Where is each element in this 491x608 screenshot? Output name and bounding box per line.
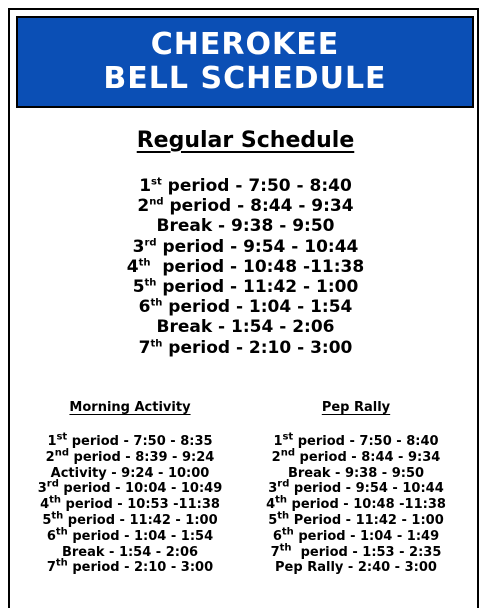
schedule-row xyxy=(0,216,491,236)
period-time: period - 1:04 - 1:49 xyxy=(293,528,440,544)
ordinal-suffix: th xyxy=(55,526,68,538)
regular-schedule-list xyxy=(0,176,491,358)
period-time: period - 9:54 - 10:44 xyxy=(156,236,359,257)
period-time: Break - 1:54 - 2:06 xyxy=(61,544,199,560)
schedule-row xyxy=(241,431,471,450)
period-time: period - 2:10 - 3:00 xyxy=(67,560,214,576)
schedule-row xyxy=(241,466,471,482)
pep-rally-heading: Pep Rally xyxy=(321,400,391,415)
period-time: period - 7:50 - 8:35 xyxy=(67,434,213,449)
period-time: period - 10:48 -11:38 xyxy=(150,256,365,277)
ordinal-suffix: nd xyxy=(54,447,69,459)
period-number: 4 xyxy=(126,256,139,277)
ordinal-suffix: th xyxy=(150,297,163,309)
period-number: 1 xyxy=(139,176,152,196)
period-time: Activity - 9:24 - 10:00 xyxy=(50,465,210,481)
period-number: 1 xyxy=(273,434,283,449)
pep-rally-list xyxy=(241,431,471,576)
period-number: 6 xyxy=(272,528,282,544)
schedule-row xyxy=(0,196,491,216)
schedule-row xyxy=(241,526,471,545)
schedule-row xyxy=(15,431,245,450)
period-time: Pep Rally - 2:40 - 3:00 xyxy=(275,560,437,576)
period-number: 5 xyxy=(268,512,278,528)
period-time: period - 10:48 -11:38 xyxy=(287,497,446,513)
period-number: 4 xyxy=(40,497,50,513)
ordinal-suffix: th xyxy=(49,494,62,506)
period-number: 1 xyxy=(47,434,57,449)
period-number: 7 xyxy=(138,337,151,358)
schedule-row xyxy=(0,176,491,196)
schedule-row xyxy=(241,494,471,513)
morning-activity-column xyxy=(15,400,245,576)
ordinal-suffix: nd xyxy=(280,447,295,459)
period-time: period - 10:04 - 10:49 xyxy=(58,481,223,497)
period-time: Period - 11:42 - 1:00 xyxy=(289,512,444,528)
period-time: period - 1:04 - 1:54 xyxy=(162,297,353,318)
schedule-row xyxy=(241,560,471,576)
period-time: period - 8:44 - 9:34 xyxy=(295,449,441,465)
ordinal-suffix: th xyxy=(51,510,64,522)
schedule-row xyxy=(0,297,491,317)
period-number: 7 xyxy=(270,544,280,560)
ordinal-suffix: th xyxy=(279,542,292,554)
period-number: 3 xyxy=(268,481,278,497)
period-number: 6 xyxy=(46,528,56,544)
ordinal-suffix: rd xyxy=(46,479,59,491)
ordinal-suffix: nd xyxy=(149,196,164,208)
title-line-2: BELL SCHEDULE xyxy=(103,61,387,96)
schedule-row xyxy=(0,237,491,257)
period-time: period - 7:50 - 8:40 xyxy=(161,176,352,196)
ordinal-suffix: th xyxy=(150,337,163,349)
schedule-row xyxy=(15,447,245,466)
ordinal-suffix: th xyxy=(138,257,151,269)
ordinal-suffix: th xyxy=(55,558,68,570)
morning-activity-heading: Morning Activity xyxy=(69,400,191,415)
period-number: 5 xyxy=(42,512,52,528)
schedule-row xyxy=(15,560,245,576)
title-banner xyxy=(16,16,474,108)
ordinal-suffix: th xyxy=(281,526,294,538)
ordinal-suffix: st xyxy=(151,176,162,188)
period-number: 2 xyxy=(45,449,55,465)
ordinal-suffix: rd xyxy=(144,236,157,248)
schedule-row xyxy=(0,317,491,337)
ordinal-suffix: st xyxy=(56,431,68,443)
period-number: 3 xyxy=(37,481,47,497)
schedule-row xyxy=(241,510,471,529)
morning-activity-list xyxy=(15,431,245,576)
schedule-row xyxy=(241,447,471,466)
schedule-row xyxy=(0,257,491,277)
schedule-row xyxy=(15,545,245,561)
period-time: period - 11:42 - 1:00 xyxy=(63,512,218,528)
schedule-row xyxy=(0,277,491,297)
title-line-1: CHEROKEE xyxy=(150,27,340,62)
period-time: period - 2:10 - 3:00 xyxy=(162,337,353,358)
period-time: period - 1:53 - 2:35 xyxy=(291,544,442,560)
schedule-row xyxy=(0,338,491,358)
schedule-row xyxy=(241,542,471,561)
period-number: 2 xyxy=(137,196,150,217)
schedule-row xyxy=(15,494,245,513)
period-time: period - 8:44 - 9:34 xyxy=(163,196,354,217)
period-time: period - 9:54 - 10:44 xyxy=(289,481,444,497)
period-number: 7 xyxy=(46,560,56,576)
pep-rally-column xyxy=(241,400,471,576)
period-time: period - 7:50 - 8:40 xyxy=(293,434,439,449)
period-number: 3 xyxy=(132,236,145,257)
period-time: Break - 9:38 - 9:50 xyxy=(287,465,425,481)
ordinal-suffix: st xyxy=(282,431,294,443)
ordinal-suffix: rd xyxy=(277,479,290,491)
ordinal-suffix: th xyxy=(275,494,288,506)
period-time: Break - 9:38 - 9:50 xyxy=(156,216,335,237)
period-number: 5 xyxy=(132,277,145,298)
period-number: 4 xyxy=(266,497,276,513)
period-time: period - 10:53 -11:38 xyxy=(61,497,220,513)
period-time: period - 8:39 - 9:24 xyxy=(69,449,215,465)
schedule-row xyxy=(15,510,245,529)
period-time: period - 1:04 - 1:54 xyxy=(67,528,214,544)
period-time: period - 11:42 - 1:00 xyxy=(156,277,359,298)
period-number: 2 xyxy=(271,449,281,465)
regular-schedule-heading: Regular Schedule xyxy=(136,128,355,153)
period-number: 6 xyxy=(138,297,151,318)
schedule-row xyxy=(15,526,245,545)
period-time: Break - 1:54 - 2:06 xyxy=(156,317,335,338)
ordinal-suffix: th xyxy=(144,277,157,289)
ordinal-suffix: th xyxy=(277,510,290,522)
